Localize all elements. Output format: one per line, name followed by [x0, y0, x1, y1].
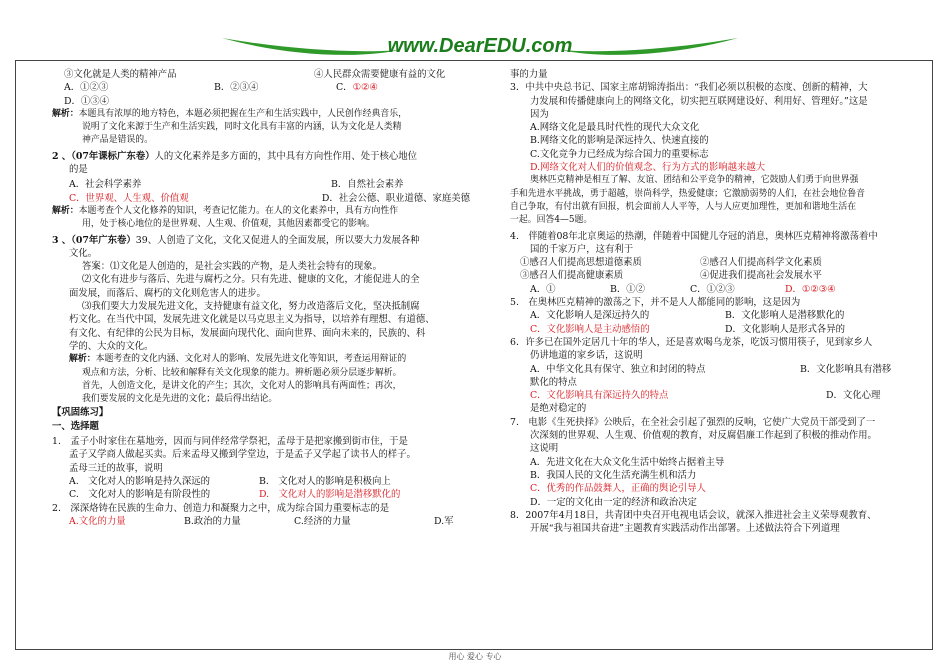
option-b: B. 文化对人的影响是积极向上 — [259, 475, 391, 487]
question-6-text: 6．许多已在国外定居几十年的华人，还是喜欢喝乌龙茶，吃饭习惯用筷子，见到家乡人 — [510, 336, 873, 348]
answer-text: ⑶我们要大力发展先进文化，支持健康有益文化，努力改造落后文化，坚决抵制腐 — [82, 301, 420, 313]
option-d: D．一定的文化由一定的经济和政治决定 — [530, 496, 697, 508]
option-a: A．① — [530, 283, 556, 295]
option-b: B.网络文化的影响是深远持久、快速直接的 — [530, 135, 709, 147]
explanation-text: 用，处于核心地位的是世界观、人生观、价值观，其他因素都受它的影响。 — [82, 219, 375, 230]
statement-4: ④促进我们提高社会发展水平 — [700, 270, 822, 282]
option-b-continued: 默化的特点 — [530, 376, 577, 388]
option-c-answer: C．文化影响具有深远持久的特点 — [530, 390, 669, 402]
question-source: 3 、（07年广东卷） — [52, 234, 136, 246]
question-4-text: 4. 伴随着08年北京奥运的热潮，伴随着中国健儿夺冠的消息，奥林匹克精神将激荡着中 — [510, 230, 878, 242]
section-heading: 【巩固练习】 — [52, 407, 109, 419]
statement-2: ②感召人们提高科学文化素质 — [700, 257, 822, 269]
passage-text: 自己争取，有付出就有回报，机会面前人人平等，人与人应更加理性，更加和谐地生活在 — [510, 201, 857, 212]
option-b: B.政治的力量 — [184, 515, 241, 527]
option-b: B．文化影响具有潜移 — [800, 363, 892, 375]
option-c-label: C． — [336, 82, 353, 94]
option-b: B．我国人民的文化生活充满生机和活力 — [530, 469, 697, 481]
option-d: D.军 — [434, 515, 454, 527]
option-d: D．社会公德、职业道德、家庭美德 — [321, 192, 470, 204]
question-1-text: 1. 孟子小时家住在墓地旁，因而与同伴经常学祭祀，孟母于是把家搬到街市住，于是 — [52, 436, 408, 448]
passage-text: 奥林匹克精神是相互了解、友谊、团结和公平竞争的精神，它鼓励人们勇于向世界强 — [530, 175, 859, 186]
option-d-answer: D.网络文化对人们的价值观念、行为方式的影响越来越大 — [530, 162, 766, 174]
right-column — [500, 68, 902, 535]
explanation-line — [52, 205, 470, 218]
option-row — [52, 178, 470, 191]
explanation-text: 本题考查个人文化修养的知识，考查记忆能力。在人的文化素养中，具有方向性作 — [78, 205, 399, 216]
question-1-text: 孟母三迁的故事，说明 — [69, 462, 163, 474]
option-c-answer: C．文化影响人是主动感悟的 — [530, 323, 650, 335]
page-footer: 用心 爱心 专心 — [448, 652, 502, 661]
question-4-text: 国的千家万户，这有利于 — [530, 243, 634, 255]
option-a: A．①②③ — [64, 82, 109, 94]
statement-1: ①感召人们提高思想道德素质 — [520, 257, 642, 269]
option-row — [500, 363, 902, 376]
site-logo-text: www.DearEDU.com — [387, 35, 573, 57]
statement-4: ④人民群众需要健康有益的文化 — [314, 69, 446, 80]
option-d-continued: 是绝对稳定的 — [530, 403, 587, 415]
explanation-line — [52, 353, 470, 366]
option-d: D．文化心理 — [826, 390, 881, 402]
option-c-answer: C．优秀的作品鼓舞人，正确的舆论引导人 — [530, 483, 706, 495]
option-d-label: D． — [785, 283, 802, 295]
option-a: A．中华文化具有保守、独立和封闭的特点 — [530, 363, 706, 375]
option-c-answer: C．世界观、人生观、价值观 — [69, 192, 189, 204]
option-a: A．社会科学素养 — [69, 179, 142, 191]
option-row — [500, 283, 902, 296]
answer-text: 学的、大众的文化。 — [69, 340, 154, 352]
option-b: B．自然社会素养 — [331, 179, 404, 191]
option-d-answer: D. 文化对人的影响是潜移默化的 — [259, 489, 401, 501]
option-row — [52, 192, 470, 205]
left-swoosh — [222, 38, 400, 55]
answer-text: 答案：⑴文化是人创造的，是社会实践的产物，是人类社会特有的现象。 — [82, 261, 383, 273]
statement-row — [500, 269, 902, 282]
option-a: A．先进文化在大众文化生活中始终占据着主导 — [530, 456, 725, 468]
question-1-text: 孟子又学商人做起买卖。后来孟母又搬到学堂边，于是孟子又学起了读书人的样子。 — [69, 449, 416, 461]
option-c: C.经济的力量 — [294, 515, 351, 527]
continued-text: 事的力量 — [510, 69, 548, 80]
statement-3: ③感召人们提高健康素质 — [520, 270, 624, 282]
explanation-text: 本题具有浓厚的地方特色，本题必须把握在生产和生活实践中，人民创作经典音乐， — [78, 108, 407, 119]
answer-text: 朽文化。在当代中国，发展先进文化就是以马克思主义为指导，以培养有理想、有道德、 — [69, 314, 435, 326]
explanation-label: 解析： — [69, 354, 96, 365]
question-2 — [52, 150, 470, 163]
question-8-text: 开展“我与祖国共奋进”主题教育实践活动作出部署。上述做法符合下列道理 — [530, 523, 840, 535]
option-d: D．文化影响人是形式各异的 — [725, 323, 846, 335]
question-3-text: 3．中共中央总书记、国家主席胡锦涛指出：“我们必须以积极的态度、创新的精神，大 — [510, 82, 868, 94]
question-text: 人的文化素养是多方面的，其中具有方向性作用、处于核心地位 — [154, 150, 418, 162]
question-8-text: 8．2007年4月18日，共青团中央召开电视电话会议，就深入推进社会主义荣辱观教育、 — [510, 509, 877, 521]
option-a: A.网络文化是最具时代性的现代大众文化 — [530, 122, 700, 134]
question-3-text: 力发展和传播健康向上的网络文化，切实把互联网建设好、利用好、管理好。”这是 — [530, 95, 868, 107]
option-b: B．文化影响人是潜移默化的 — [725, 310, 845, 322]
option-b: B．②③④ — [214, 82, 259, 94]
option-row — [52, 68, 470, 81]
right-swoosh — [560, 38, 738, 55]
option-a-answer: A.文化的力量 — [69, 515, 126, 527]
explanation-line — [52, 108, 470, 121]
explanation-text: 我们要发展的文化是先进的文化；最后得出结论。 — [82, 394, 278, 405]
option-d-answer: ①②③④ — [801, 283, 836, 295]
option-row — [52, 515, 470, 528]
question-text: 的是 — [69, 164, 88, 176]
question-text: 39、人创造了文化，文化又促进人的全面发展，所以要大力发展各种 — [135, 234, 420, 246]
question-text: 文化。 — [69, 247, 98, 259]
question-source: 2 、（07年课标广东卷） — [52, 150, 155, 162]
option-a: A. 文化对人的影响是持久深远的 — [69, 475, 211, 487]
explanation-text: 观点和方法，分析、比较和解释有关文化现象的能力。辨析题必须分层逐步解析。 — [82, 367, 402, 378]
option-c: C. 文化对人的影响是有阶段性的 — [69, 489, 211, 501]
explanation-text: 本题考查的文化内涵、文化对人的影响、发展先进文化等知识，考查运用辩证的 — [95, 354, 407, 365]
option-d: D．①③④ — [64, 95, 110, 107]
explanation-text: 首先，人创造文化，是讲文化的产生；其次，文化对人的影响具有两面性；再次， — [82, 380, 402, 391]
explanation-text: 神产品是错误的。 — [82, 135, 153, 146]
option-c: C.文化竞争力已经成为综合国力的重要标志 — [530, 148, 709, 160]
option-c-answer: ①②④ — [352, 82, 378, 94]
option-row — [500, 309, 902, 322]
statement-3: ③文化就是人类的精神产品 — [64, 69, 177, 80]
question-3-text: 因为 — [530, 108, 549, 120]
option-row — [500, 323, 902, 336]
left-column — [52, 68, 470, 528]
question-7-text: 这说明 — [530, 443, 559, 455]
answer-text: 面发展，而落后、腐朽的文化则危害人的进步。 — [69, 287, 266, 299]
question-3 — [52, 234, 470, 247]
answer-text: 有文化、有纪律的公民为目标，发展面向现代化、面向世界、面向未来的，民族的、科 — [69, 327, 426, 339]
explanation-label: 解析： — [52, 108, 79, 119]
passage-text: 一起。回答4—5题。 — [510, 215, 593, 226]
answer-text: ⑵文化有进步与落后、先进与腐朽之分。只有先进、健康的文化，才能促进人的全 — [82, 274, 420, 286]
statement-row — [500, 256, 902, 269]
explanation-text: 说明了文化来源于生产和生活实践，同时文化具有丰富的内涵，认为文化是人类精 — [82, 122, 402, 133]
question-7-text: 7. 电影《生死抉择》公映后，在全社会引起了强烈的反响，它使广大党员干部受到了一 — [510, 416, 876, 428]
option-row — [52, 475, 470, 488]
question-2-text: 2. 深深烙铸在民族的生命力、创造力和凝聚力之中，成为综合国力重要标志的是 — [52, 502, 390, 514]
explanation-label: 解析： — [52, 205, 79, 216]
option-b: B．①② — [610, 283, 646, 295]
question-5-text: 5. 在奥林匹克精神的激荡之下，并不是人人都能同的影响，这是因为 — [510, 297, 801, 309]
question-7-text: 次深刻的世界观、人生观、价值观的教育，对反腐倡廉工作起到了积极的推动作用。 — [530, 430, 877, 442]
option-c: C．①②③ — [690, 283, 735, 295]
option-row — [52, 488, 470, 501]
option-row — [500, 389, 902, 402]
section-subheading: 一、选择题 — [52, 420, 99, 432]
option-row — [52, 81, 470, 94]
question-6-text: 仍讲地道的家乡话，这说明 — [530, 350, 643, 362]
site-banner — [220, 10, 740, 62]
passage-text: 手和先进水平挑战，勇于超越，崇尚科学，热爱健康；它激励弱势的人们，在社会地位鲁音 — [510, 188, 865, 199]
option-a: A．文化影响人是深远持久的 — [530, 310, 650, 322]
